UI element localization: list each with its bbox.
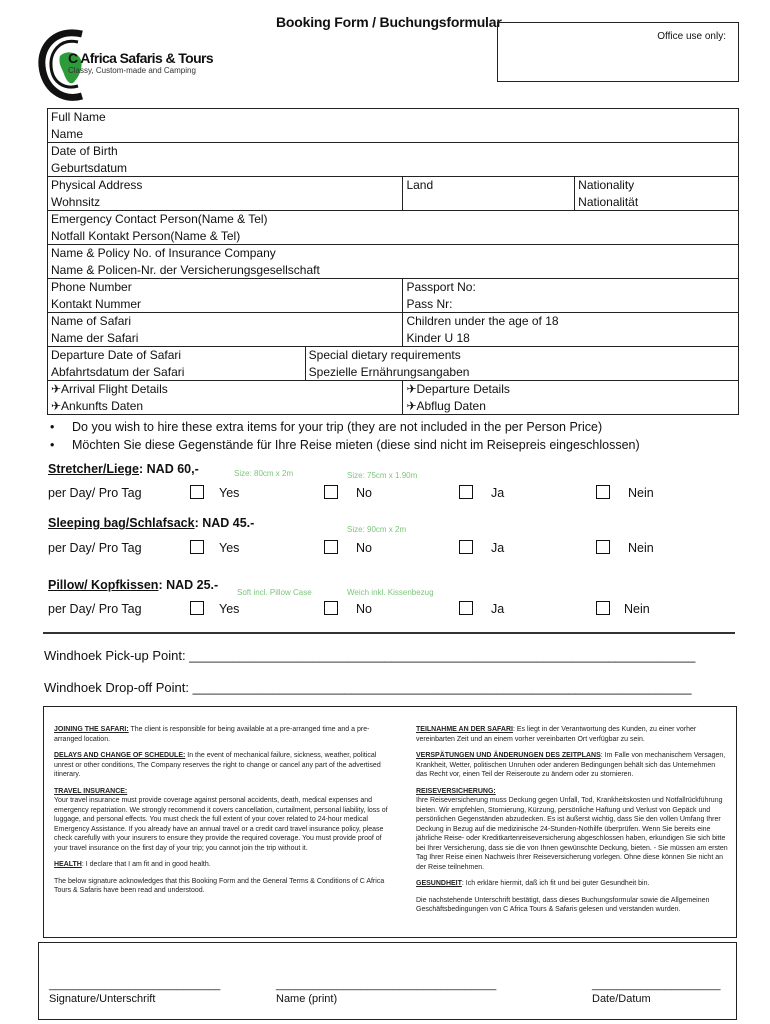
departure-date-de-label: Abfahrtsdatum der Safari [51, 364, 185, 379]
full-name-field[interactable] [48, 109, 739, 143]
signature-label: Signature/Unterschrift [49, 993, 156, 1005]
children-field[interactable] [403, 313, 739, 347]
nationality-label: Nationality [578, 178, 635, 192]
pillow-nein-checkbox[interactable] [596, 601, 610, 615]
safari-name-field[interactable] [48, 313, 403, 347]
date-line[interactable]: _____________________ [592, 979, 721, 991]
pillow-no-checkbox[interactable] [324, 601, 338, 615]
land-field[interactable] [403, 177, 575, 211]
children-de-label: Kinder U 18 [406, 330, 470, 345]
full-name-label: Full Name [51, 110, 106, 124]
health-heading: HEALTH [54, 861, 82, 868]
per-day-label: per Day/ Pro Tag [48, 486, 142, 500]
divider [43, 632, 735, 634]
passport-field[interactable] [403, 279, 739, 313]
dropoff-point-field[interactable]: Windhoek Drop-off Point: _____________________________________________________________________ [44, 680, 692, 695]
no-label: No [356, 541, 372, 555]
verspaetungen-heading: VERSPÄTUNGEN UND ÄNDERUNGEN DES ZEITPLANS [416, 752, 601, 759]
name-de-label: Name [51, 126, 84, 141]
pillow-note-de: Weich inkl. Kissenbezug [347, 588, 434, 597]
no-label: No [356, 486, 372, 500]
dob-label: Date of Birth [51, 144, 118, 158]
stretcher-nein-checkbox[interactable] [596, 485, 610, 499]
per-day-label: per Day/ Pro Tag [48, 602, 142, 616]
insurance-field[interactable] [48, 245, 739, 279]
sleeping-bag-price: : NAD 45.- [194, 516, 255, 530]
emergency-label: Emergency Contact Person(Name & Tel) [51, 212, 268, 226]
emergency-contact-field[interactable] [48, 211, 739, 245]
pillow-price: : NAD 25.- [158, 578, 219, 592]
yes-label: Yes [219, 486, 240, 500]
departure-date-field[interactable] [48, 347, 306, 381]
extras-intro-de: • Möchten Sie diese Gegenstände für Ihre Reise mieten (diese sind nicht im Reisepreis eingeschlossen) [48, 436, 640, 454]
sleeping-bag-no-checkbox[interactable] [324, 540, 338, 554]
sleeping-bag-ja-checkbox[interactable] [459, 540, 473, 554]
stretcher-size-de: Size: 75cm x 1.90m [347, 471, 418, 480]
logo-tagline: Classy, Custom-made and Camping [68, 66, 196, 75]
office-use-box [497, 22, 739, 82]
table-row [48, 143, 739, 177]
extras-intro-en: • Do you wish to hire these extra items for your trip (they are not included in the per Person Price) [48, 418, 640, 436]
sleeping-bag-label: Sleeping bag/Schlafsack [48, 516, 195, 530]
passport-de-label: Pass Nr: [406, 296, 453, 311]
departure-date-label: Departure Date of Safari [51, 348, 182, 362]
table-row [48, 381, 739, 415]
per-day-label: per Day/ Pro Tag [48, 541, 142, 555]
form-title: Booking Form / Buchungsformular [276, 14, 502, 30]
passport-label: Passport No: [406, 280, 476, 294]
teilnahme-heading: TEILNAHME AN DER SAFARI [416, 726, 513, 733]
arrival-flight-label: ✈Arrival Flight Details [51, 382, 168, 396]
table-row [48, 245, 739, 279]
safari-de-label: Name der Safari [51, 330, 139, 345]
sleeping-bag-size: Size: 90cm x 2m [347, 525, 407, 534]
name-print-label: Name (print) [276, 993, 338, 1005]
office-use-label: Office use only: [657, 31, 726, 42]
nationality-de-label: Nationalität [578, 194, 639, 209]
reiseversicherung-text: Ihre Reiseversicherung muss Deckung gegen Unfall, Tod, Krankheitskosten und Notfallrückführung bieten. Wir empfehlen, Stornierung, Kürzung, persönliche Haftung und Verlust von Gepäck und persönlichen Gegenständen abzudecken. Es ist äußerst wichtig, dass Sie den vollen Umfang Ihrer Deckung in Bezug auf die medizinische 24-Stunden-Nothilfe überprüfen. Wenn Sie bereits eine jährliche Reise- oder Kreditkartenreiseversicherung abgeschlossen haben, erkundigen Sie sich bitte bei Ihrer Versicherung, dass sie die von Ihnen gewünschte Deckung, bieten. - Sie müssen am ersten Tag Ihrer Reise einen Nachweis Ihrer Reiseversicherung vorlegen. Ohne diese können Sie nicht an der Reise teilnehmen. [416, 797, 728, 871]
travel-text: Your travel insurance must provide coverage against personal accidents, death, medical expenses and emergency repatriation. We strongly recommend it covers cancellation, curtailment, personal liability, loss of luggage, and personal effects. You must check the full extent of your cover related to 24-hour medical Emergency Assistance. If you already have an annual travel or a credit card travel insurance policy, please check carefully with your insurers to ensure they provide the required coverage. You must provide proof of your travel insurance on the first day of your trip; you cannot join the trip without it. [54, 797, 388, 852]
departure-flight-de-label: ✈Abflug Daten [406, 398, 486, 413]
pickup-point-field[interactable]: Windhoek Pick-up Point: ______________________________________________________________________ [44, 648, 696, 663]
reiseversicherung-heading: REISEVERSICHERUNG: [416, 787, 496, 795]
table-row [48, 211, 739, 245]
pillow-yes-checkbox[interactable] [190, 601, 204, 615]
address-label: Physical Address [51, 178, 143, 192]
sleeping-bag-yes-checkbox[interactable] [190, 540, 204, 554]
table-row [48, 177, 739, 211]
sleeping-bag-nein-checkbox[interactable] [596, 540, 610, 554]
delays-text: In the event of mechanical failure, sickness, weather, political unrest or other conditions, The Company reserves the right to change or cancel any part of the advertised itinerary. [54, 752, 381, 778]
insurance-de-label: Name & Policen-Nr. der Versicherungsgesellschaft [51, 262, 320, 277]
table-row [48, 313, 739, 347]
dob-field[interactable] [48, 143, 739, 177]
stretcher-yes-checkbox[interactable] [190, 485, 204, 499]
stretcher-label: Stretcher/Liege [48, 462, 140, 476]
travel-heading: TRAVEL INSURANCE: [54, 787, 128, 795]
land-label: Land [406, 178, 434, 192]
pillow-title [48, 578, 218, 592]
verspaetungen-text: : Im Falle von mechanischem Versagen, Krankheit, Wetter, politischen Unruhen oder anderen Bedingungen behält sich das Unternehmen das Recht vor, einen Teil der Reiseroute zu ändern oder zu stornieren. [416, 752, 726, 778]
ja-label: Ja [491, 541, 505, 555]
pillow-note-en: Soft incl. Pillow Case [237, 588, 312, 597]
booking-form-table [47, 108, 739, 415]
nationality-field[interactable] [575, 177, 739, 211]
arrival-flight-field[interactable] [48, 381, 403, 415]
table-row [48, 347, 739, 381]
arrival-flight-de-label: ✈Ankunfts Daten [51, 398, 144, 413]
pillow-ja-checkbox[interactable] [459, 601, 473, 615]
health-text: : I declare that I am fit and in good health. [81, 861, 211, 868]
gesundheit-text: : Ich erkläre hiermit, daß ich fit und bei guter Gesundheit bin. [461, 880, 650, 887]
emergency-de-label: Notfall Kontakt Person(Name & Tel) [51, 228, 241, 243]
stretcher-title [48, 462, 199, 476]
teilnahme-text: : Es liegt in der Verantwortung des Kunden, zu einer vorher vereinbarten Zeit und an einem vorher vereinbarten Ort verfügbar zu sein. [416, 726, 697, 743]
address-de-label: Wohnsitz [51, 194, 101, 209]
ack-text-de: Die nachstehende Unterschrift bestätigt, dass dieses Buchungsformular sowie die Allgemeinen Geschäftsbedingungen von C Africa Tours & Safaris gelesen und verstanden wurden. [416, 896, 710, 913]
terms-box [43, 706, 737, 938]
no-label: No [356, 602, 372, 616]
nein-label: Nein [628, 486, 654, 500]
date-label: Date/Datum [592, 993, 651, 1005]
gesundheit-heading: GESUNDHEIT [416, 880, 462, 887]
terms-english [54, 725, 392, 903]
safari-label: Name of Safari [51, 314, 132, 328]
name-line[interactable]: ____________________________________ [276, 979, 497, 991]
stretcher-price: : NAD 60,- [139, 462, 199, 476]
extras-intro [48, 418, 640, 454]
phone-label: Phone Number [51, 280, 132, 294]
ja-label: Ja [491, 486, 505, 500]
phone-field[interactable] [48, 279, 403, 313]
sleeping-bag-title [48, 516, 254, 530]
ja-label: Ja [491, 602, 505, 616]
departure-flight-field[interactable] [403, 381, 739, 415]
terms-german [416, 725, 728, 922]
dietary-field[interactable] [305, 347, 738, 381]
stretcher-ja-checkbox[interactable] [459, 485, 473, 499]
logo-brand-text: C Africa Safaris & Tours [68, 50, 214, 66]
phone-de-label: Kontakt Nummer [51, 296, 142, 311]
ack-text-en: The below signature acknowledges that this Booking Form and the General Terms & Conditions of C Africa Tours & Safaris have been read and understood. [54, 877, 385, 894]
children-label: Children under the age of 18 [406, 314, 559, 328]
joining-text: The client is responsible for being available at a pre-arranged time and a pre-arranged location. [54, 726, 370, 743]
table-row [48, 279, 739, 313]
pillow-label: Pillow/ Kopfkissen [48, 578, 159, 592]
dietary-de-label: Spezielle Ernährungsangaben [308, 364, 470, 379]
table-row [48, 109, 739, 143]
delays-heading: DELAYS AND CHANGE OF SCHEDULE: [54, 752, 186, 759]
signature-line[interactable]: ____________________________ [49, 979, 221, 991]
departure-flight-label: ✈Departure Details [406, 382, 510, 396]
stretcher-no-checkbox[interactable] [324, 485, 338, 499]
address-field[interactable] [48, 177, 403, 211]
dob-de-label: Geburtsdatum [51, 160, 128, 175]
yes-label: Yes [219, 602, 240, 616]
insurance-label: Name & Policy No. of Insurance Company [51, 246, 276, 260]
stretcher-size-en: Size: 80cm x 2m [234, 469, 294, 478]
nein-label: Nein [628, 541, 654, 555]
dietary-label: Special dietary requirements [308, 348, 461, 362]
joining-heading: JOINING THE SAFARI: [54, 726, 129, 733]
company-logo [36, 24, 226, 104]
yes-label: Yes [219, 541, 240, 555]
nein-label: Nein [624, 602, 650, 616]
